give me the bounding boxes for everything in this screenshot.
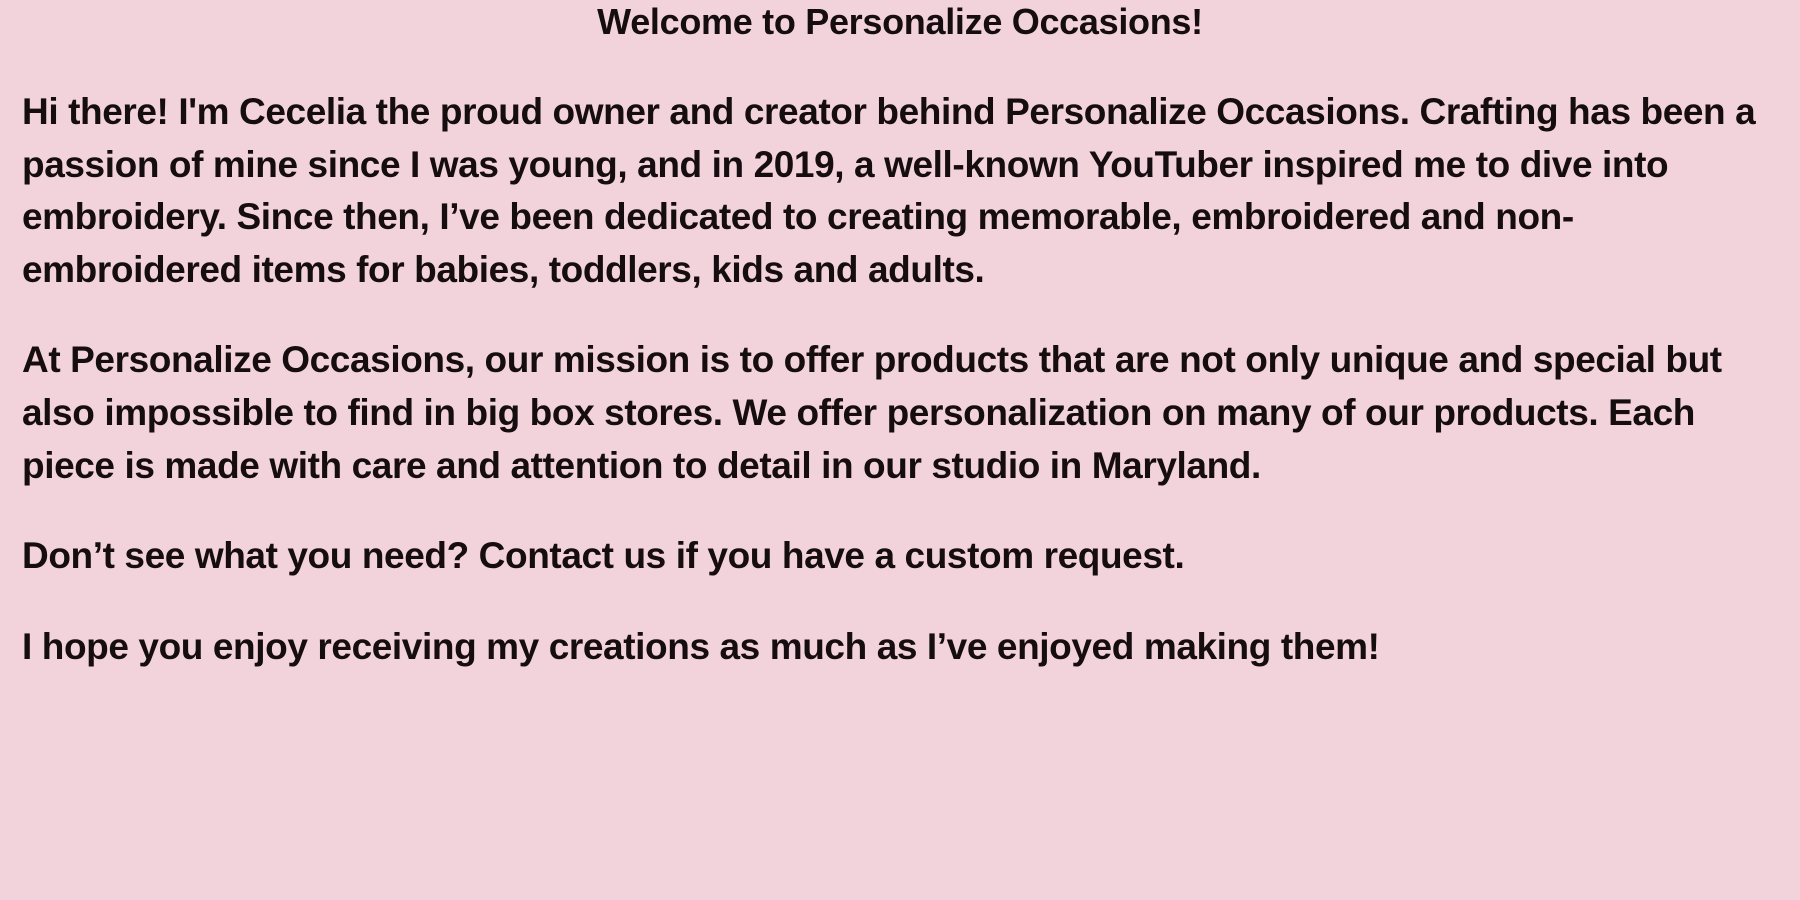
- about-paragraph-custom-request: Don’t see what you need? Contact us if you have a custom request.: [22, 535, 1185, 577]
- about-paragraph-closing: I hope you enjoy receiving my creations as much as I’ve enjoyed making them!: [22, 625, 1380, 667]
- about-paragraph-intro: Hi there! I'm Cecelia the proud owner and creator behind Personalize Occasions. Crafting has been a passion of mine since I was young, and in 2019, a well-known YouTuber inspired me to dive into embroidery. Since then, I’ve been dedicated to creating memorable, embroidered and non-embroidered items for babies, toddlers, kids and adults.: [22, 91, 1756, 290]
- spacer: [22, 492, 1778, 530]
- spacer: [22, 42, 1778, 86]
- page-title: Welcome to Personalize Occasions!: [597, 1, 1203, 42]
- about-paragraph-mission: At Personalize Occasions, our mission is to offer products that are not only unique and special but also impossible to find in big box stores. We offer personalization on many of our products. Each piece is made with care and attention to detail in our studio in Maryland.: [22, 339, 1722, 486]
- spacer: [22, 583, 1778, 621]
- spacer: [22, 296, 1778, 334]
